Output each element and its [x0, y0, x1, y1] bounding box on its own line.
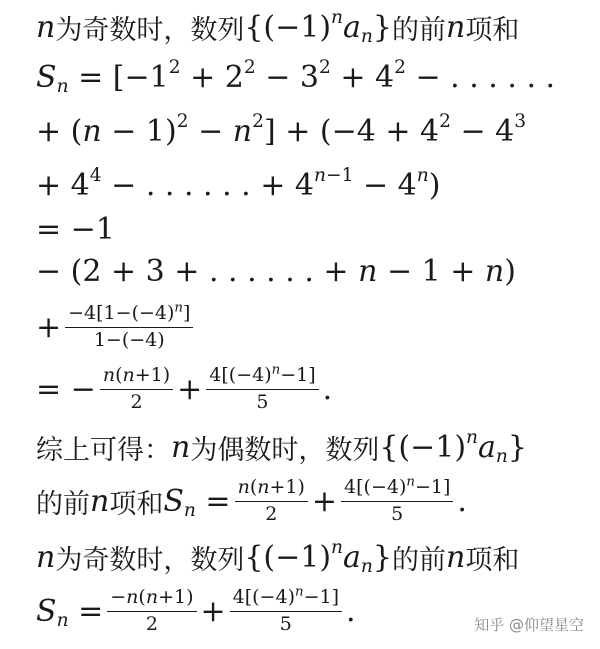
line-10: 的前 n 项和 $S_n$ = $\frac{n(n+1)}{2}$ + $\frac{4[(-4)^n-1]}{5}$ .	[36, 474, 467, 525]
line-3: + $(n - 1)^2 - n^2] + (-4 + 4^2 - 4^3$	[36, 111, 527, 149]
fraction: $\frac{4[(-4)^n-1]}{5}$	[206, 365, 318, 414]
text-odd-case: 为奇数时，数列	[55, 15, 245, 46]
line-5: = −1	[36, 212, 115, 247]
line-1: n 为奇数时，数列 $\{(-1)^na_n\}$ 的前 n 项和	[36, 7, 520, 48]
line-7: + $\frac{-4[1-(-4)^n]}{1-(-4)}$	[36, 303, 197, 352]
line-8: = − $\frac{n(n+1)}{2}$ + $\frac{4[(-4)^n-1]}{5}$ .	[36, 362, 333, 413]
watermark: 知乎 @仰望星空	[474, 616, 584, 634]
fraction: $\frac{-n(n+1)}{2}$	[107, 587, 196, 636]
fraction: $\frac{-4[1-(-4)^n]}{1-(-4)}$	[65, 303, 193, 352]
line-4: + $4^4$ − . . . . . . + $4^{n-1} - 4^n$)	[36, 165, 441, 203]
fraction: $\frac{4[(-4)^n-1]}{5}$	[341, 477, 453, 526]
text-conclusion: 综上可得：	[36, 435, 171, 466]
line-9: 综上可得： n 为偶数时，数列 $\{(-1)^na_n\}$	[36, 427, 527, 468]
line-11: n 为奇数时，数列 $\{(-1)^na_n\}$ 的前 n 项和	[36, 537, 520, 578]
fraction: $\frac{n(n+1)}{2}$	[235, 477, 308, 526]
fraction: $\frac{4[(-4)^n-1]}{5}$	[230, 587, 342, 636]
fraction: $\frac{n(n+1)}{2}$	[100, 365, 173, 414]
line-12: $S_n$ = $\frac{-n(n+1)}{2}$ + $\frac{4[(-4)^n-1]}{5}$ .	[36, 584, 356, 635]
line-2: $S_n = [-1^2 + 2^2 - 3^2 + 4^2$ − . . . . . .	[36, 57, 556, 98]
line-6: − (2 + 3 + . . . . . . + n − 1 + n)	[36, 254, 516, 289]
